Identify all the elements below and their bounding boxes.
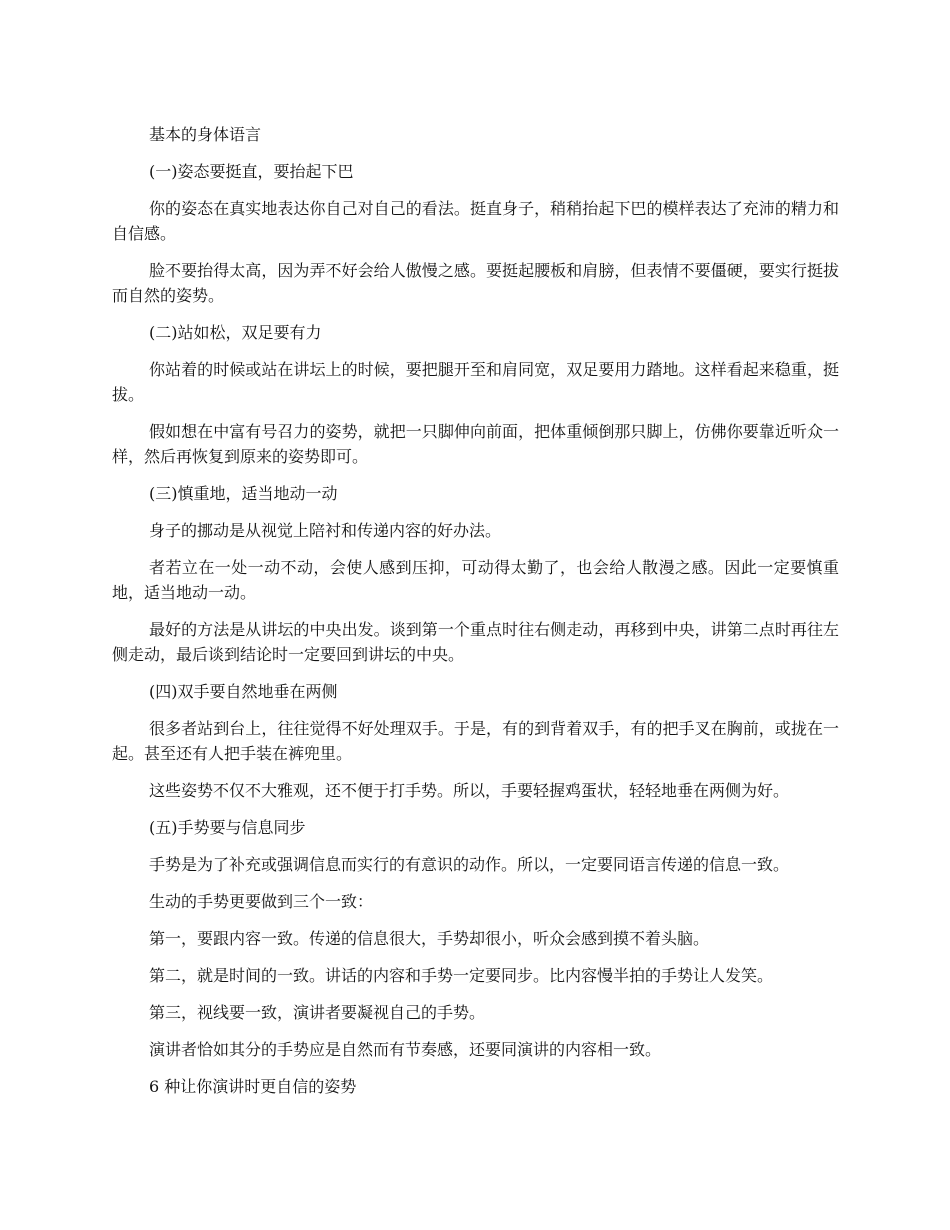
body-paragraph: 手势是为了补充或强调信息而实行的有意识的动作。所以，一定要同语言传递的信息一致。 [149, 855, 790, 874]
document-body [112, 122, 839, 1111]
body-paragraph: 者若立在一处一动不动，会使人感到压抑，可动得太勤了，也会给人散漫之感。因此一定要慎重地，适当地动一动。 [112, 558, 839, 602]
heading-six-confident-postures: 6 种让你演讲时更自信的姿势 [149, 1077, 357, 1096]
heading-basic-body-language: 基本的身体语言 [149, 125, 262, 144]
body-paragraph: 最好的方法是从讲坛的中央出发。谈到第一个重点时往右侧走动，再移到中央，讲第二点时再往左侧走动，最后谈到结论时一定要回到讲坛的中央。 [112, 620, 839, 664]
section-heading-5: (五)手势要与信息同步 [149, 818, 306, 837]
body-paragraph: 脸不要抬得太高，因为弄不好会给人傲慢之感。要挺起腰板和肩膀，但表情不要僵硬，要实行挺拔而自然的姿势。 [112, 261, 839, 305]
body-paragraph: 这些姿势不仅不大雅观，还不便于打手势。所以，手要轻握鸡蛋状，轻轻地垂在两侧为好。 [149, 781, 790, 800]
body-paragraph: 第二，就是时间的一致。讲话的内容和手势一定要同步。比内容慢半拍的手势让人发笑。 [149, 966, 774, 985]
body-paragraph: 第三，视线要一致，演讲者要凝视自己的手势。 [149, 1003, 486, 1022]
section-heading-1: (一)姿态要挺直，要抬起下巴 [149, 162, 354, 181]
body-paragraph: 你的姿态在真实地表达你自己对自己的看法。挺直身子，稍稍抬起下巴的模样表达了充沛的精力和自信感。 [112, 199, 839, 243]
body-paragraph: 假如想在中富有号召力的姿势，就把一只脚伸向前面，把体重倾倒那只脚上，仿佛你要靠近听众一样，然后再恢复到原来的姿势即可。 [112, 422, 839, 466]
body-paragraph: 身子的挪动是从视觉上陪衬和传递内容的好办法。 [149, 521, 502, 540]
body-paragraph: 演讲者恰如其分的手势应是自然而有节奏感，还要同演讲的内容相一致。 [149, 1040, 662, 1059]
body-paragraph: 生动的手势更要做到三个一致： [149, 892, 374, 911]
section-heading-2: (二)站如松，双足要有力 [149, 323, 322, 342]
section-heading-3: (三)慎重地，适当地动一动 [149, 484, 338, 503]
section-heading-4: (四)双手要自然地垂在两侧 [149, 682, 338, 701]
body-paragraph: 你站着的时候或站在讲坛上的时候，要把腿开至和肩同宽，双足要用力踏地。这样看起来稳重，挺拔。 [112, 360, 839, 404]
body-paragraph: 很多者站到台上，往往觉得不好处理双手。于是，有的到背着双手，有的把手叉在胸前，或拢在一起。甚至还有人把手装在裤兜里。 [112, 719, 839, 763]
body-paragraph: 第一，要跟内容一致。传递的信息很大，手势却很小，听众会感到摸不着头脑。 [149, 929, 710, 948]
